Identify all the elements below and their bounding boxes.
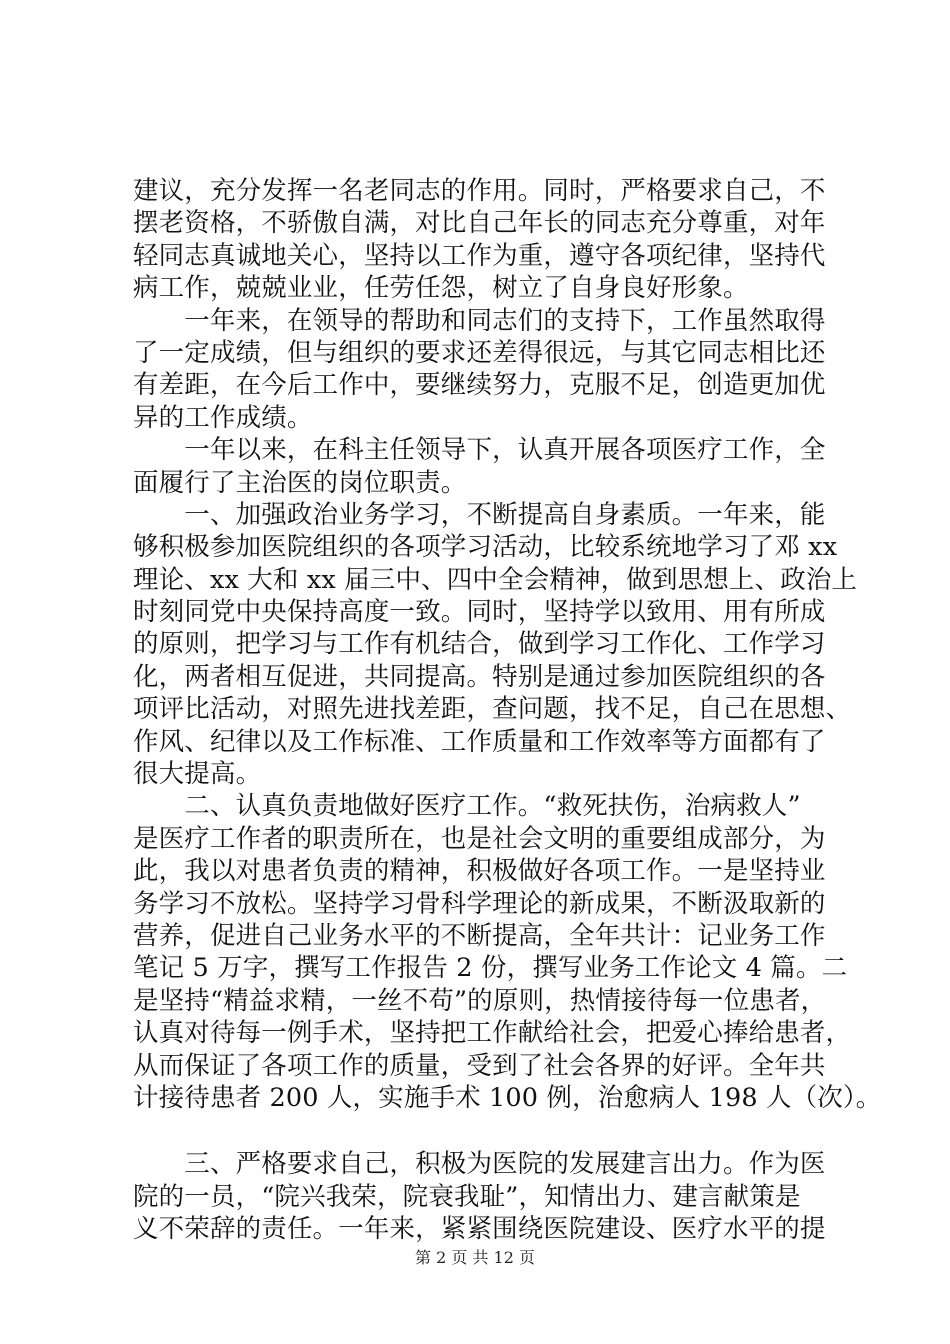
text-line: 够积极参加医院组织的各项学习活动，比较系统地学习了邓 xx: [133, 532, 838, 563]
text-line: 理论、xx 大和 xx 届三中、四中全会精神，做到思想上、政治上: [133, 564, 858, 595]
text-line: 计接待患者 200 人，实施手术 100 例，治愈病人 198 人（次）。: [133, 1082, 882, 1113]
page-footer: 第 2 页 共 12 页: [415, 1248, 535, 1267]
text-line: 病工作，兢兢业业，任劳任怨，树立了自身良好形象。: [133, 273, 749, 304]
text-line: 面履行了主治医的岗位职责。: [133, 467, 467, 498]
text-line: 很大提高。: [133, 759, 262, 790]
text-line: 认真对待每一例手术，坚持把工作献给社会，把爱心捧给患者，: [133, 1018, 852, 1049]
text-line: 一年来，在领导的帮助和同志们的支持下，工作虽然取得: [133, 305, 826, 336]
text-line: 的原则，把学习与工作有机结合，做到学习工作化、工作学习: [133, 629, 826, 660]
text-line: 一、加强政治业务学习，不断提高自身素质。一年来，能: [133, 499, 826, 530]
text-line: 了一定成绩，但与组织的要求还差得很远，与其它同志相比还: [133, 337, 826, 368]
body-text: [133, 175, 882, 1246]
text-line: 此，我以对患者负责的精神，积极做好各项工作。一是坚持业: [133, 856, 826, 887]
text-line: 时刻同党中央保持高度一致。同时，坚持学以致用、用有所成: [133, 597, 826, 628]
text-line: 异的工作成绩。: [133, 402, 313, 433]
text-line: 院的一员，“院兴我荣，院衰我耻”，知情出力、建言献策是: [133, 1181, 801, 1212]
text-line: 化，两者相互促进，共同提高。特别是通过参加医院组织的各: [133, 661, 826, 692]
text-line: 一年以来，在科主任领导下，认真开展各项医疗工作，全: [133, 435, 826, 466]
text-line: 有差距，在今后工作中，要继续努力，克服不足，创造更加优: [133, 370, 826, 401]
text-line: 作风、纪律以及工作标准、工作质量和工作效率等方面都有了: [133, 726, 826, 757]
text-line: 义不荣辞的责任。一年来，紧紧围绕医院建设、医疗水平的提: [133, 1214, 826, 1245]
text-line: 项评比活动，对照先进找差距，查问题，找不足，自己在思想、: [133, 694, 852, 725]
text-line: 是坚持“精益求精，一丝不苟”的原则，热情接待每一位患者，: [133, 985, 827, 1016]
text-line: 二、认真负责地做好医疗工作。“救死扶伤，治病救人”: [133, 791, 801, 822]
text-line: 是医疗工作者的职责所在，也是社会文明的重要组成部分，为: [133, 823, 826, 854]
text-line: 三、严格要求自己，积极为医院的发展建言出力。作为医: [133, 1149, 826, 1180]
text-line: 摆老资格，不骄傲自满，对比自己年长的同志充分尊重，对年: [133, 208, 826, 239]
text-line: 务学习不放松。坚持学习骨科学理论的新成果，不断汲取新的: [133, 888, 826, 919]
paragraph-gap: [133, 1114, 833, 1148]
text-line: 笔记 5 万字，撰写工作报告 2 份，撰写业务工作论文 4 篇。二: [133, 953, 848, 984]
text-line: 建议，充分发挥一名老同志的作用。同时，严格要求自己，不: [133, 176, 826, 206]
text-line: 轻同志真诚地关心，坚持以工作为重，遵守各项纪律，坚持代: [133, 240, 826, 271]
text-line: 从而保证了各项工作的质量，受到了社会各界的好评。全年共: [133, 1050, 826, 1081]
text-line: 营养，促进自己业务水平的不断提高，全年共计：记业务工作: [133, 920, 826, 951]
